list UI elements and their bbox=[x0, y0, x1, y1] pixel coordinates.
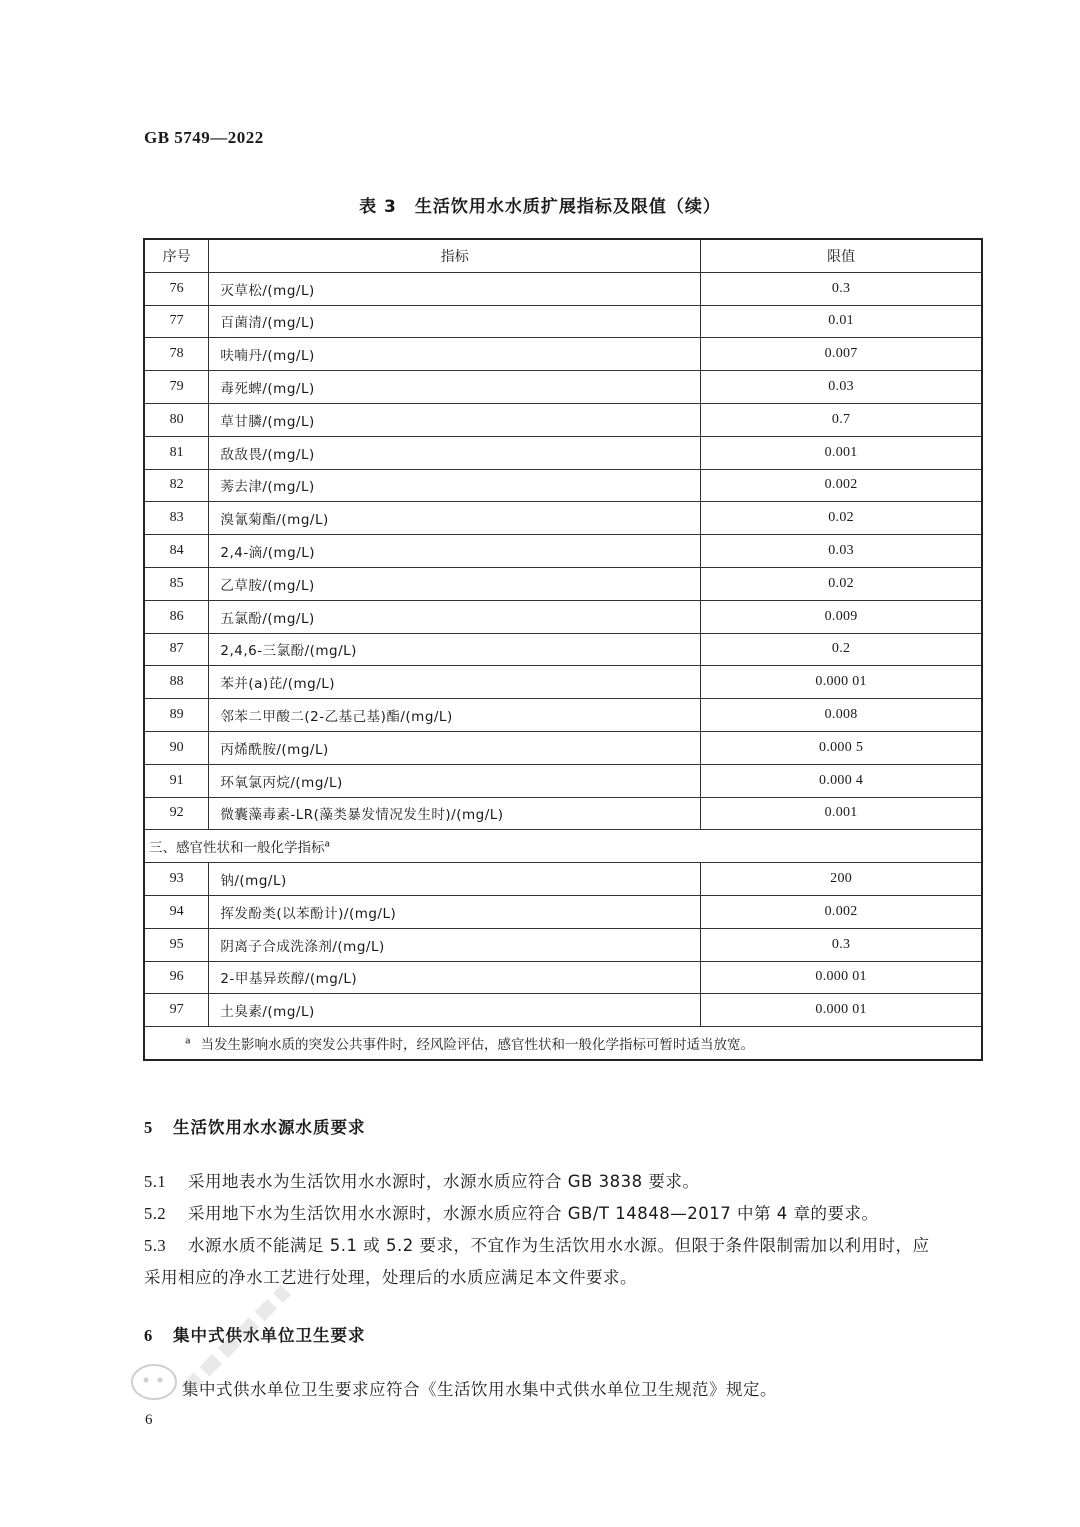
limit-cell: 0.000 5 bbox=[701, 731, 982, 764]
serial-cell: 78 bbox=[144, 338, 209, 371]
table-row bbox=[144, 305, 982, 338]
serial-cell: 87 bbox=[144, 633, 209, 666]
limit-cell: 0.03 bbox=[701, 371, 982, 404]
indicator-cell: 灭草松/(mg/L) bbox=[209, 272, 701, 305]
chat-bubble-icon bbox=[132, 1365, 176, 1399]
indicator-cell: 挥发酚类(以苯酚计)/(mg/L) bbox=[209, 895, 701, 928]
indicator-cell: 邻苯二甲酸二(2-乙基己基)酯/(mg/L) bbox=[209, 699, 701, 732]
serial-cell: 82 bbox=[144, 469, 209, 502]
header-indicator: 指标 bbox=[209, 239, 701, 272]
indicator-cell: 土臭素/(mg/L) bbox=[209, 994, 701, 1027]
limit-cell: 0.7 bbox=[701, 403, 982, 436]
serial-cell: 81 bbox=[144, 436, 209, 469]
limit-cell: 0.2 bbox=[701, 633, 982, 666]
serial-cell: 94 bbox=[144, 895, 209, 928]
limit-cell: 0.002 bbox=[701, 469, 982, 502]
limit-cell: 0.001 bbox=[701, 436, 982, 469]
note-row bbox=[144, 1027, 982, 1060]
indicator-cell: 阴离子合成洗涤剂/(mg/L) bbox=[209, 928, 701, 961]
indicator-cell: 溴氰菊酯/(mg/L) bbox=[209, 502, 701, 535]
limit-cell: 0.001 bbox=[701, 797, 982, 830]
serial-cell: 91 bbox=[144, 764, 209, 797]
clause-text-continued: 采用相应的净水工艺进行处理，处理后的水质应满足本文件要求。 bbox=[144, 1268, 637, 1287]
section6-number: 6 bbox=[144, 1326, 154, 1345]
section5-heading bbox=[144, 1114, 366, 1138]
serial-cell: 96 bbox=[144, 961, 209, 994]
table-row bbox=[144, 600, 982, 633]
header-limit: 限值 bbox=[701, 239, 982, 272]
indicator-cell: 草甘膦/(mg/L) bbox=[209, 403, 701, 436]
indicator-cell: 莠去津/(mg/L) bbox=[209, 469, 701, 502]
clause-number: 5.2 bbox=[144, 1204, 167, 1223]
table-row bbox=[144, 436, 982, 469]
table-row bbox=[144, 863, 982, 896]
serial-cell: 85 bbox=[144, 567, 209, 600]
serial-cell: 79 bbox=[144, 371, 209, 404]
limit-cell: 0.000 4 bbox=[701, 764, 982, 797]
watermark-logo bbox=[116, 1270, 296, 1410]
serial-cell: 90 bbox=[144, 731, 209, 764]
table-row bbox=[144, 502, 982, 535]
limit-cell: 0.009 bbox=[701, 600, 982, 633]
indicator-cell: 钠/(mg/L) bbox=[209, 863, 701, 896]
indicator-cell: 2,4-滴/(mg/L) bbox=[209, 535, 701, 568]
clause-number: 5.1 bbox=[144, 1172, 167, 1191]
table-row bbox=[144, 338, 982, 371]
limit-cell: 0.007 bbox=[701, 338, 982, 371]
page-number: 6 bbox=[145, 1412, 153, 1428]
clause-5-2 bbox=[144, 1198, 989, 1230]
table-row bbox=[144, 731, 982, 764]
serial-cell: 76 bbox=[144, 272, 209, 305]
header-serial: 序号 bbox=[144, 239, 209, 272]
table-header-row bbox=[144, 239, 982, 272]
section-label: 三、感官性状和一般化学指标 bbox=[149, 840, 325, 857]
table-row bbox=[144, 535, 982, 568]
clause-text: 采用地下水为生活饮用水水源时，水源水质应符合 GB/T 14848—2017 中第 4 章的要求。 bbox=[188, 1204, 879, 1223]
indicator-cell: 2-甲基异莰醇/(mg/L) bbox=[209, 961, 701, 994]
table-note bbox=[144, 1027, 982, 1060]
section6-title: 集中式供水单位卫生要求 bbox=[173, 1326, 366, 1345]
table-row bbox=[144, 633, 982, 666]
section6-text: 集中式供水单位卫生要求应符合《生活饮用水集中式供水单位卫生规范》规定。 bbox=[182, 1380, 777, 1399]
indicator-cell: 五氯酚/(mg/L) bbox=[209, 600, 701, 633]
indicator-cell: 毒死蜱/(mg/L) bbox=[209, 371, 701, 404]
serial-cell: 92 bbox=[144, 797, 209, 830]
section5-number: 5 bbox=[144, 1118, 154, 1137]
indicator-cell: 苯并(a)芘/(mg/L) bbox=[209, 666, 701, 699]
table-title: 表 3 生活饮用水水质扩展指标及限值（续） bbox=[359, 197, 721, 217]
indicator-cell: 丙烯酰胺/(mg/L) bbox=[209, 731, 701, 764]
indicator-cell: 2,4,6-三氯酚/(mg/L) bbox=[209, 633, 701, 666]
section5-title: 生活饮用水水源水质要求 bbox=[173, 1118, 366, 1137]
table-row bbox=[144, 699, 982, 732]
table-row bbox=[144, 469, 982, 502]
limit-cell: 0.002 bbox=[701, 895, 982, 928]
serial-cell: 88 bbox=[144, 666, 209, 699]
table-row bbox=[144, 567, 982, 600]
indicator-cell: 乙草胺/(mg/L) bbox=[209, 567, 701, 600]
serial-cell: 86 bbox=[144, 600, 209, 633]
standard-code: GB 5749—2022 bbox=[144, 128, 264, 147]
indicator-cell: 微囊藻毒素-LR(藻类暴发情况发生时)/(mg/L) bbox=[209, 797, 701, 830]
serial-cell: 84 bbox=[144, 535, 209, 568]
table-row bbox=[144, 272, 982, 305]
serial-cell: 89 bbox=[144, 699, 209, 732]
limit-cell: 0.3 bbox=[701, 272, 982, 305]
serial-cell: 95 bbox=[144, 928, 209, 961]
limit-cell: 0.000 01 bbox=[701, 961, 982, 994]
limit-cell: 0.02 bbox=[701, 567, 982, 600]
clause-5-1 bbox=[144, 1166, 989, 1198]
section-footnote-mark: a bbox=[324, 839, 331, 850]
clause-text: 采用地表水为生活饮用水水源时，水源水质应符合 GB 3838 要求。 bbox=[188, 1172, 700, 1191]
limit-cell: 0.000 01 bbox=[701, 666, 982, 699]
serial-cell: 80 bbox=[144, 403, 209, 436]
section-row bbox=[144, 830, 982, 863]
indicator-cell: 百菌清/(mg/L) bbox=[209, 305, 701, 338]
serial-cell: 97 bbox=[144, 994, 209, 1027]
clause-text: 水源水质不能满足 5.1 或 5.2 要求，不宜作为生活饮用水水源。但限于条件限制需加以利用时，应 bbox=[188, 1236, 930, 1255]
table-row bbox=[144, 797, 982, 830]
table-row bbox=[144, 371, 982, 404]
indicator-table bbox=[143, 238, 983, 1061]
limit-cell: 0.000 01 bbox=[701, 994, 982, 1027]
limit-cell: 200 bbox=[701, 863, 982, 896]
table-row bbox=[144, 403, 982, 436]
table-row bbox=[144, 764, 982, 797]
limit-cell: 0.008 bbox=[701, 699, 982, 732]
limit-cell: 0.03 bbox=[701, 535, 982, 568]
table-row bbox=[144, 666, 982, 699]
clause-number: 5.3 bbox=[144, 1236, 167, 1255]
serial-cell: 93 bbox=[144, 863, 209, 896]
note-footnote-mark: a bbox=[185, 1036, 191, 1047]
table-row bbox=[144, 961, 982, 994]
table-row bbox=[144, 895, 982, 928]
table-row bbox=[144, 928, 982, 961]
serial-cell: 77 bbox=[144, 305, 209, 338]
limit-cell: 0.02 bbox=[701, 502, 982, 535]
note-text: 当发生影响水质的突发公共事件时，经风险评估，感官性状和一般化学指标可暂时适当放宽。 bbox=[200, 1037, 755, 1054]
indicator-cell: 呋喃丹/(mg/L) bbox=[209, 338, 701, 371]
indicator-cell: 敌敌畏/(mg/L) bbox=[209, 436, 701, 469]
limit-cell: 0.01 bbox=[701, 305, 982, 338]
section-label-cell bbox=[144, 830, 982, 863]
serial-cell: 83 bbox=[144, 502, 209, 535]
limit-cell: 0.3 bbox=[701, 928, 982, 961]
table-row bbox=[144, 994, 982, 1027]
indicator-cell: 环氧氯丙烷/(mg/L) bbox=[209, 764, 701, 797]
